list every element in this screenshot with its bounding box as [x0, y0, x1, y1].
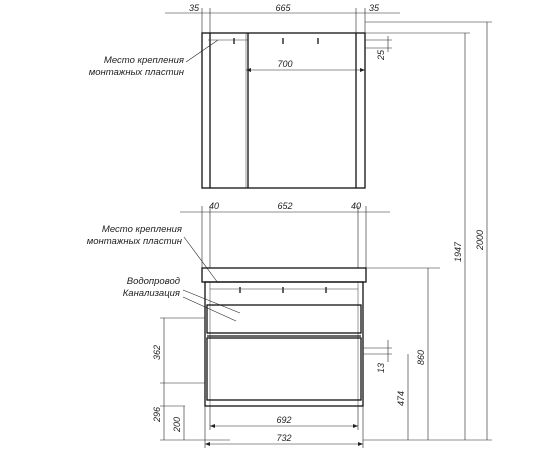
overall-dim-1947: 1947 [453, 241, 463, 262]
vanity-dim-474: 474 [396, 390, 406, 406]
vanity-dim-right: 40 [350, 201, 362, 211]
vanity-dim-362: 362 [152, 344, 162, 360]
overall-dimensions [365, 22, 492, 440]
mirror-cabinet-body [202, 33, 365, 188]
vanity-dim-basin: 692 [276, 415, 292, 425]
mirror-note-line1: Место крепления [103, 55, 184, 66]
vanity-mounting-plates [240, 287, 326, 293]
mirror-mounting-plates [234, 38, 318, 44]
vanity-dim-860: 860 [416, 349, 426, 365]
mirror-note-line2: монтажных пластин [88, 67, 184, 78]
vanity-cabinet-body [205, 282, 363, 406]
mirror-dim-inner: 700 [277, 59, 293, 69]
vanity-note-line1: Место крепления [101, 224, 182, 235]
mirror-dim-center: 665 [275, 3, 291, 13]
vanity-dim-200: 200 [172, 416, 182, 432]
vanity-dim-296: 296 [152, 406, 162, 422]
vanity-drawer-lower [207, 338, 361, 400]
label-sewer: Канализация [122, 288, 180, 299]
vanity-dim-total: 732 [276, 433, 292, 443]
vanity-dim-13: 13 [376, 362, 386, 373]
mirror-cabinet [89, 3, 400, 188]
vanity-note-line2: монтажных пластин [86, 236, 182, 247]
mirror-dim-right: 35 [368, 3, 380, 13]
overall-dim-2000: 2000 [475, 229, 485, 250]
vanity-unit [87, 201, 440, 448]
mirror-dim-left: 35 [188, 3, 200, 13]
vanity-note-leader [184, 237, 218, 283]
water-leader [183, 290, 240, 313]
vanity-dim-center: 652 [277, 201, 293, 211]
vanity-dim-left: 40 [208, 201, 220, 211]
mirror-dim-side: 25 [376, 49, 386, 60]
label-water: Водопровод [126, 276, 180, 287]
vanity-basin-top [202, 268, 366, 282]
